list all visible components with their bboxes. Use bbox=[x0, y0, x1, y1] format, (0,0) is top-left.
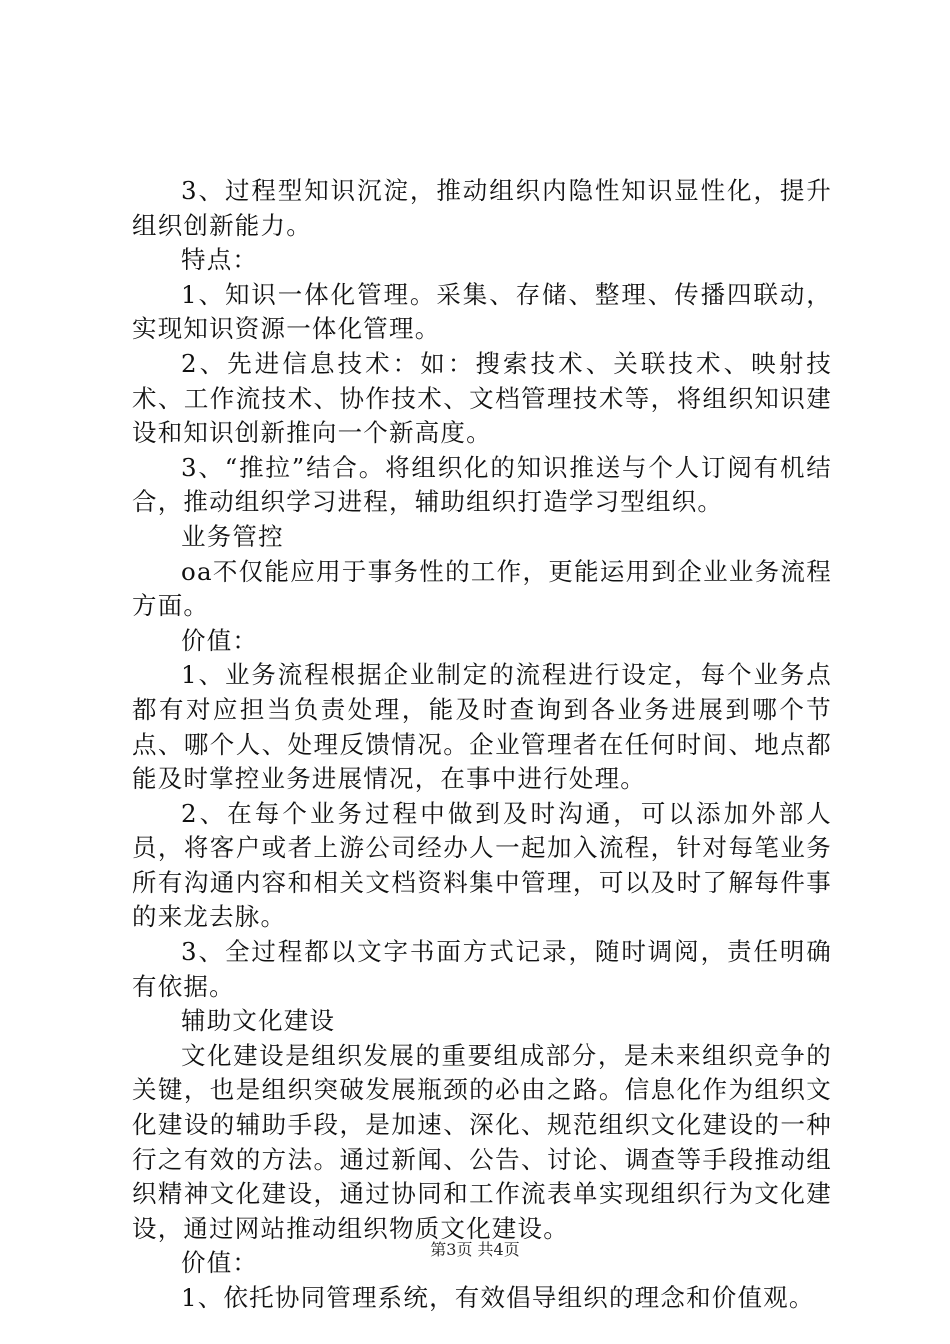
paragraph: 1、知识一体化管理。采集、存储、整理、传播四联动，实现知识资源一体化管理。 bbox=[132, 279, 832, 344]
paragraph: 3、“推拉”结合。将组织化的知识推送与个人订阅有机结合，推动组织学习进程，辅助组织打造学习型组织。 bbox=[132, 452, 832, 517]
paragraph: 3、全过程都以文字书面方式记录，随时调阅，责任明确有依据。 bbox=[132, 937, 832, 1001]
section-heading: 辅助文化建设 bbox=[181, 1006, 336, 1036]
paragraph: 1、依托协同管理系统，有效倡导组织的理念和价值观。 bbox=[181, 1283, 815, 1312]
paragraph: 2、在每个业务过程中做到及时沟通，可以添加外部人员，将客户或者上游公司经办人一起加入流程，针对每笔业务所有沟通内容和相关文档资料集中管理，可以及时了解每件事的来龙去脉。 bbox=[132, 798, 832, 932]
document-body bbox=[132, 174, 832, 1316]
section-label: 价值： bbox=[181, 1248, 259, 1278]
paragraph: 3、过程型知识沉淀，推动组织内隐性知识显性化，提升组织创新能力。 bbox=[132, 176, 832, 240]
paragraph: oa不仅能应用于事务性的工作，更能运用到企业业务流程方面。 bbox=[132, 556, 832, 621]
section-label: 特点： bbox=[181, 245, 259, 275]
paragraph: 文化建设是组织发展的重要组成部分，是未来组织竞争的关键，也是组织突破发展瓶颈的必由之路。信息化作为组织文化建设的辅助手段，是加速、深化、规范组织文化建设的一种行之有效的方法。通过新闻、公告、讨论、调查等手段推动组织精神文化建设，通过协同和工作流表单实现组织行为文化建设，通过网站推动组织物质文化建设。 bbox=[132, 1040, 832, 1243]
page-number: 第3页 共4页 bbox=[430, 1240, 520, 1259]
section-heading: 业务管控 bbox=[181, 521, 284, 551]
paragraph: 1、业务流程根据企业制定的流程进行设定，每个业务点都有对应担当负责处理，能及时查询到各业务进展到哪个节点、哪个人、处理反馈情况。企业管理者在任何时间、地点都能及时掌控业务进展情况，在事中进行处理。 bbox=[132, 660, 832, 794]
section-label: 价值： bbox=[181, 625, 259, 655]
paragraph: 2、先进信息技术：如：搜索技术、关联技术、映射技术、工作流技术、协作技术、文档管理技术等，将组织知识建设和知识创新推向一个新高度。 bbox=[132, 348, 832, 448]
